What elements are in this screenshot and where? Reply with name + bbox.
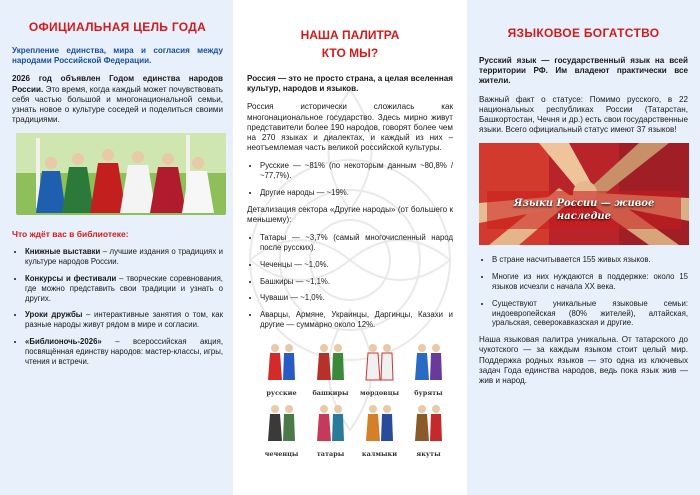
people-figure: чеченцы (257, 399, 306, 460)
peoples-illustration (257, 338, 453, 460)
palette-paragraph: Россия исторически сложилась как многонациональное государство. Здесь мирно живут представители более 190 народов, говорят более чем на 270 языках и диалектах, и каждый из них – неотъемлемая часть великой российской культуры. (247, 102, 453, 153)
list-item: • Чеченцы — ~1,0%. (260, 260, 453, 270)
column-palette (233, 0, 467, 495)
list-item: • Аварцы, Армяне, Украинцы, Даргинцы, Казахи и другие — суммарно около 12%. (260, 310, 453, 330)
people-figure: башкиры (306, 338, 355, 399)
list-item: • «Библионочь-2026» – всероссийская акция, посвящённая единству народов: мастер-классы, игры, чтения и встречи. (25, 337, 223, 366)
column-languages (467, 0, 700, 495)
list-item: • Уроки дружбы – интерактивные занятия о том, как разные народы живут рядом в мире и согласии. (25, 310, 223, 330)
palette-lead: Россия — это не просто страна, а целая вселенная культур, народов и языков. (247, 74, 453, 94)
hands-photo (479, 143, 689, 245)
people-figure: якуты (404, 399, 453, 460)
official-goal-title: ОФИЦИАЛЬНАЯ ЦЕЛЬ ГОДА (28, 20, 207, 34)
detail-heading: Детализация сектора «Другие народы» (от большего к меньшему): (247, 204, 453, 225)
languages-title: ЯЗЫКОВОЕ БОГАТСТВО (507, 26, 660, 40)
column-official-goal (0, 0, 233, 495)
people-figure: мордовцы (355, 338, 404, 399)
people-figure: калмыки (355, 399, 404, 460)
list-item: • Башкиры — ~1,1%. (260, 277, 453, 287)
list-item: • Конкурсы и фестивали – творческие соревнования, где можно представить свои традиции и узнать о других. (25, 274, 223, 303)
year-paragraph (12, 74, 223, 125)
list-item: • Татары — ~3,7% (самый многочисленный народ после русских). (260, 233, 453, 253)
population-list (247, 161, 453, 197)
list-item: • Чуваши — ~1,0%. (260, 293, 453, 303)
languages-closing: Наша языковая палитра уникальна. От татарского до чукотского — за каждым языком стоит целый мир. Поддержка родных языков — это одна из ключевых задач Года единства народов, ведь пока язык жив — жив и народ. (479, 335, 688, 386)
list-item: • Другие народы — ~19%. (260, 188, 453, 198)
library-events-list (12, 247, 223, 366)
list-item: • Русские — ~81% (по некоторым данным ~80,8% / ~77,7%). (260, 161, 453, 181)
languages-lead: Русский язык — государственный язык на всей территории РФ. Им владеют практически все жители. (479, 56, 688, 86)
status-fact: Важный факт о статусе: Помимо русского, в 22 национальных республиках России (Татарстан, Башкортостан, Чечня и др.) есть свои государственные языки. Всего официальный статус имеют 37 языков! (479, 94, 688, 135)
list-item: • В стране насчитывается 155 живых языков. (492, 255, 688, 265)
library-heading: Что ждёт вас в библиотеке: (12, 229, 129, 240)
banner-languages-heritage: Языки России — живое наследие (487, 191, 681, 229)
other-peoples-list (247, 233, 453, 330)
people-figure: буряты (404, 338, 453, 399)
year-paragraph-rest: Это время, когда каждый может почувствовать себя частью большой и многонациональной семьи, узнать новое о культуре соседей и поделиться своими традициями. (12, 84, 223, 125)
list-item: • Существуют уникальные языковые семьи: индоевропейская (80% жителей), алтайская, уральская, северокавказская и другие. (492, 299, 688, 328)
folk-costume-photo (16, 133, 226, 215)
official-goal-intro: Укрепление единства, мира и согласия между народами Российской Федерации. (12, 46, 223, 66)
people-figure: русские (257, 338, 306, 399)
list-item: • Книжные выставки – лучшие издания о традициях и культуре народов России. (25, 247, 223, 267)
list-item: • Многие из них нуждаются в поддержке: около 15 языков исчезли с начала XX века. (492, 272, 688, 292)
year-paragraph-bold: 2026 год объявлен Годом единства народов России. (12, 74, 223, 94)
people-figure: татары (306, 399, 355, 460)
palette-title: НАША ПАЛИТРА КТО МЫ? (300, 28, 400, 60)
languages-list (479, 255, 688, 328)
